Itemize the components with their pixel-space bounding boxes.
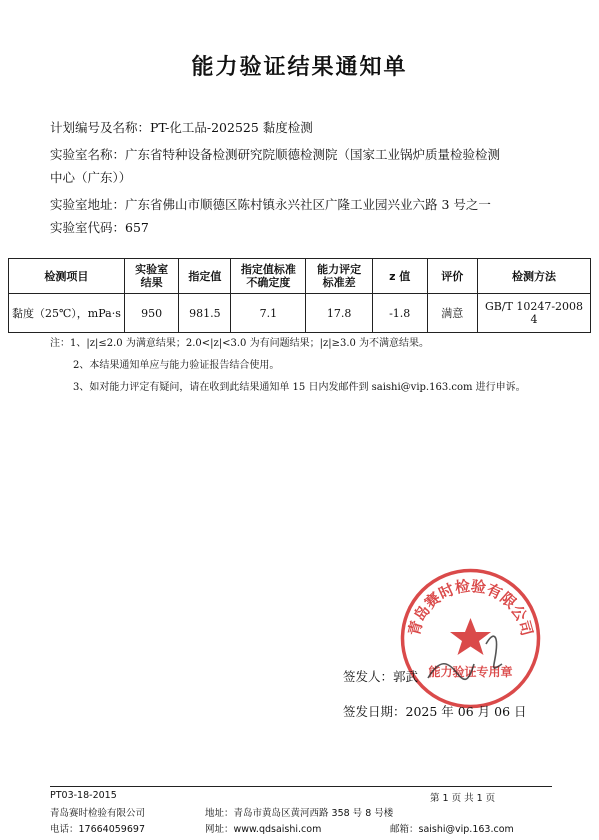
col-header-lab-result: 实验室 结果 bbox=[124, 259, 179, 294]
col-header-z: z 值 bbox=[372, 259, 427, 294]
footer-doc-code: PT03-18-2015 bbox=[50, 790, 117, 801]
info-block bbox=[50, 116, 570, 239]
seal-text: 青岛赛时检验有限公司 bbox=[404, 576, 537, 638]
footer-website: 网址：www.qdsaishi.com bbox=[205, 824, 322, 835]
col-header-assigned: 指定值 bbox=[179, 259, 231, 294]
cell-evaluation: 满意 bbox=[427, 294, 478, 333]
cell-lab-result: 950 bbox=[124, 294, 179, 333]
footer-address: 地址：青岛市黄岛区黄河西路 358 号 8 号楼 bbox=[205, 808, 394, 819]
notes-block bbox=[50, 333, 590, 399]
signer-line: 签发人：郭武 bbox=[343, 669, 419, 684]
seal-subtext: 能力验证专用章 bbox=[428, 665, 513, 679]
lab-address-line: 实验室地址：广东省佛山市顺德区陈村镇永兴社区广隆工业园兴业六路 3 号之一 bbox=[50, 197, 491, 212]
cell-assigned: 981.5 bbox=[179, 294, 231, 333]
star-icon bbox=[450, 618, 491, 655]
cell-uncertainty: 7.1 bbox=[231, 294, 306, 333]
results-table bbox=[8, 258, 591, 333]
note-1: 注：1、|z|≤2.0 为满意结果；2.0<|z|<3.0 为有问题结果；|z|≥3.0 为不满意结果。 bbox=[50, 338, 430, 349]
footer-divider bbox=[50, 786, 552, 787]
note-3: 3、如对能力评定有疑问，请在收到此结果通知单 15 日内发邮件到 saishi@vip.163.com 进行申诉。 bbox=[73, 382, 526, 393]
official-seal-stamp bbox=[398, 566, 543, 711]
col-header-uncertainty: 指定值标准 不确定度 bbox=[231, 259, 306, 294]
table-row bbox=[9, 294, 591, 333]
col-header-evaluation: 评价 bbox=[427, 259, 478, 294]
cell-z: -1.8 bbox=[372, 294, 427, 333]
cell-method: GB/T 10247-2008 4 bbox=[478, 294, 591, 333]
cell-sd: 17.8 bbox=[306, 294, 372, 333]
document-title: 能力验证结果通知单 bbox=[191, 55, 408, 80]
footer-company: 青岛赛时检验有限公司 bbox=[50, 808, 146, 819]
table-header-row bbox=[9, 259, 591, 294]
footer-email: 邮箱：saishi@vip.163.com bbox=[390, 824, 514, 835]
col-header-sd: 能力评定 标准差 bbox=[306, 259, 372, 294]
lab-name-line2: 中心（广东）） bbox=[50, 170, 132, 185]
lab-name-line1: 实验室名称：广东省特种设备检测研究院顺德检测院（国家工业锅炉质量检验检测 bbox=[50, 147, 501, 162]
col-header-method: 检测方法 bbox=[478, 259, 591, 294]
footer-phone: 电话：17664059697 bbox=[50, 824, 145, 835]
note-2: 2、本结果通知单应与能力验证报告结合使用。 bbox=[73, 360, 280, 371]
sign-date-line: 签发日期：2025 年 06 月 06 日 bbox=[343, 704, 527, 719]
lab-code-line: 实验室代码：657 bbox=[50, 220, 149, 235]
plan-line: 计划编号及名称：PT-化工品-202525 黏度检测 bbox=[50, 120, 313, 135]
cell-item: 黏度（25℃），mPa·s bbox=[9, 294, 125, 333]
footer-page-number: 第 1 页 共 1 页 bbox=[430, 793, 496, 804]
col-header-item: 检测项目 bbox=[9, 259, 125, 294]
